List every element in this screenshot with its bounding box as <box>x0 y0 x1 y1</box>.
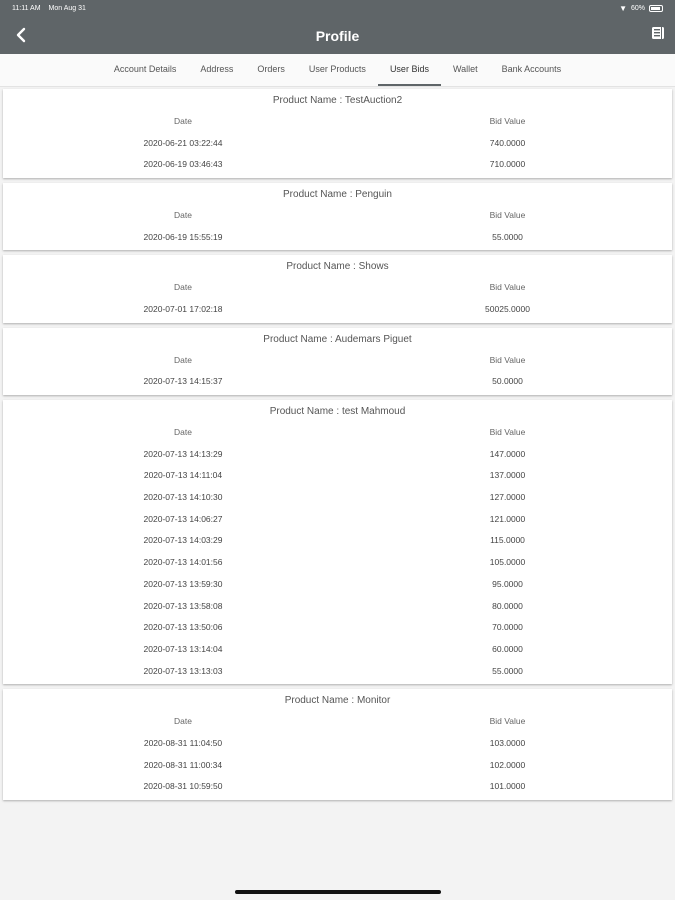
wallet-menu-button[interactable] <box>651 26 667 42</box>
bid-date: 2020-07-13 14:01:56 <box>143 557 223 568</box>
product-name: Product Name : TestAuction2 <box>272 95 403 106</box>
bid-date: 2020-07-13 13:59:30 <box>143 578 223 589</box>
bid-row <box>3 595 672 617</box>
wifi-icon: ▼ <box>619 4 627 13</box>
bid-column-header: Bid Value <box>489 427 526 438</box>
bid-date: 2020-07-13 14:13:29 <box>143 448 223 459</box>
bid-date: 2020-06-21 03:22:44 <box>143 137 223 148</box>
bid-date: 2020-07-13 14:11:04 <box>143 470 223 481</box>
bid-date: 2020-07-13 13:13:03 <box>143 665 223 676</box>
bid-date: 2020-07-01 17:02:18 <box>143 303 223 314</box>
bid-value: 137.0000 <box>489 470 526 481</box>
bid-row <box>3 616 672 638</box>
bid-row <box>3 298 672 320</box>
date-column-header: Date <box>174 282 192 293</box>
bid-card <box>3 400 672 684</box>
tab-user-bids[interactable]: User Bids <box>378 54 441 86</box>
bid-value: 127.0000 <box>489 492 526 503</box>
bid-date: 2020-07-13 13:58:08 <box>143 600 223 611</box>
bid-date: 2020-07-13 14:15:37 <box>143 376 223 387</box>
bid-value: 55.0000 <box>492 231 523 242</box>
bid-card <box>3 328 672 395</box>
product-name: Product Name : Audemars Piguet <box>263 333 412 345</box>
wallet-icon <box>651 26 665 40</box>
tab-account-details[interactable]: Account Details <box>113 64 177 74</box>
product-name: Product Name : Shows <box>286 261 389 273</box>
product-name: Product Name : Penguin <box>283 189 392 201</box>
bid-date: 2020-07-13 13:50:06 <box>143 622 223 633</box>
bid-row <box>3 371 672 393</box>
bid-column-header: Bid Value <box>489 354 526 365</box>
bid-row <box>3 153 672 175</box>
date-column-header: Date <box>174 115 192 126</box>
bid-row <box>3 660 672 682</box>
status-bar <box>0 0 675 17</box>
bid-card <box>3 255 672 322</box>
bid-value: 102.0000 <box>489 759 526 770</box>
bid-card <box>3 89 672 178</box>
bid-value: 95.0000 <box>492 578 523 589</box>
bid-row <box>3 754 672 776</box>
bid-value: 103.0000 <box>489 737 526 748</box>
bid-date: 2020-07-13 13:14:04 <box>143 643 223 654</box>
tab-address[interactable]: Address <box>200 64 234 74</box>
bid-value: 101.0000 <box>489 781 526 792</box>
bid-value: 50025.0000 <box>485 303 530 314</box>
bid-column-header: Bid Value <box>489 115 526 126</box>
chevron-left-icon <box>15 27 27 43</box>
bid-value: 115.0000 <box>490 535 525 546</box>
status-date: Mon Aug 31 <box>48 5 86 12</box>
bid-date: 2020-07-13 14:03:29 <box>143 535 223 546</box>
column-header-row <box>3 110 672 132</box>
column-header-row <box>3 421 672 443</box>
bids-list <box>3 89 672 805</box>
bid-value: 60.0000 <box>492 643 523 654</box>
bid-card <box>3 689 672 800</box>
bid-date: 2020-06-19 15:55:19 <box>143 231 223 242</box>
tab-wallet[interactable]: Wallet <box>452 64 478 74</box>
column-header-row <box>3 710 672 732</box>
bid-value: 740.0000 <box>489 137 526 148</box>
bid-row <box>3 551 672 573</box>
bid-column-header: Bid Value <box>489 209 526 220</box>
bid-date: 2020-08-31 10:59:50 <box>143 781 223 792</box>
tab-bank-accounts[interactable]: Bank Accounts <box>501 64 562 74</box>
bid-value: 50.0000 <box>492 376 523 387</box>
bid-row <box>3 132 672 154</box>
product-name: Product Name : test Mahmoud <box>269 406 406 418</box>
bid-row <box>3 573 672 595</box>
bid-value: 80.0000 <box>492 600 523 611</box>
column-header-row <box>3 204 672 226</box>
back-button[interactable] <box>10 24 32 46</box>
battery-icon <box>649 5 663 12</box>
bid-value: 70.0000 <box>492 622 523 633</box>
bid-value: 105.0000 <box>489 557 526 568</box>
bid-row <box>3 443 672 465</box>
app-header <box>0 17 675 54</box>
bid-column-header: Bid Value <box>489 282 526 293</box>
status-time: 11:11 AM <box>12 5 41 12</box>
column-header-row <box>3 349 672 371</box>
bid-row <box>3 465 672 487</box>
bid-date: 2020-08-31 11:04:50 <box>143 737 223 748</box>
tab-user-products[interactable]: User Products <box>308 64 366 74</box>
profile-tabs <box>0 54 675 87</box>
date-column-header: Date <box>174 427 192 438</box>
column-header-row <box>3 276 672 298</box>
bid-date: 2020-08-31 11:00:34 <box>143 759 223 770</box>
bid-date: 2020-07-13 14:10:30 <box>143 492 223 503</box>
bid-column-header: Bid Value <box>489 716 526 727</box>
date-column-header: Date <box>174 209 192 220</box>
bid-row <box>3 508 672 530</box>
date-column-header: Date <box>174 354 192 365</box>
bid-card <box>3 183 672 250</box>
bid-value: 147.0000 <box>489 448 526 459</box>
tab-orders[interactable]: Orders <box>257 64 285 74</box>
bid-row <box>3 486 672 508</box>
bid-value: 121.0000 <box>489 513 526 524</box>
bid-date: 2020-07-13 14:06:27 <box>143 513 223 524</box>
home-indicator <box>235 890 441 894</box>
bid-row <box>3 530 672 552</box>
bid-row <box>3 776 672 798</box>
bid-value: 55.0000 <box>492 665 523 676</box>
bid-date: 2020-06-19 03:46:43 <box>143 159 223 170</box>
bid-value: 710.0000 <box>489 159 526 170</box>
bid-row <box>3 732 672 754</box>
bid-row <box>3 226 672 248</box>
page-title: Profile <box>315 27 360 44</box>
product-name: Product Name : Monitor <box>284 695 391 707</box>
bid-row <box>3 638 672 660</box>
battery-percent: 60% <box>630 5 645 12</box>
date-column-header: Date <box>174 716 192 727</box>
